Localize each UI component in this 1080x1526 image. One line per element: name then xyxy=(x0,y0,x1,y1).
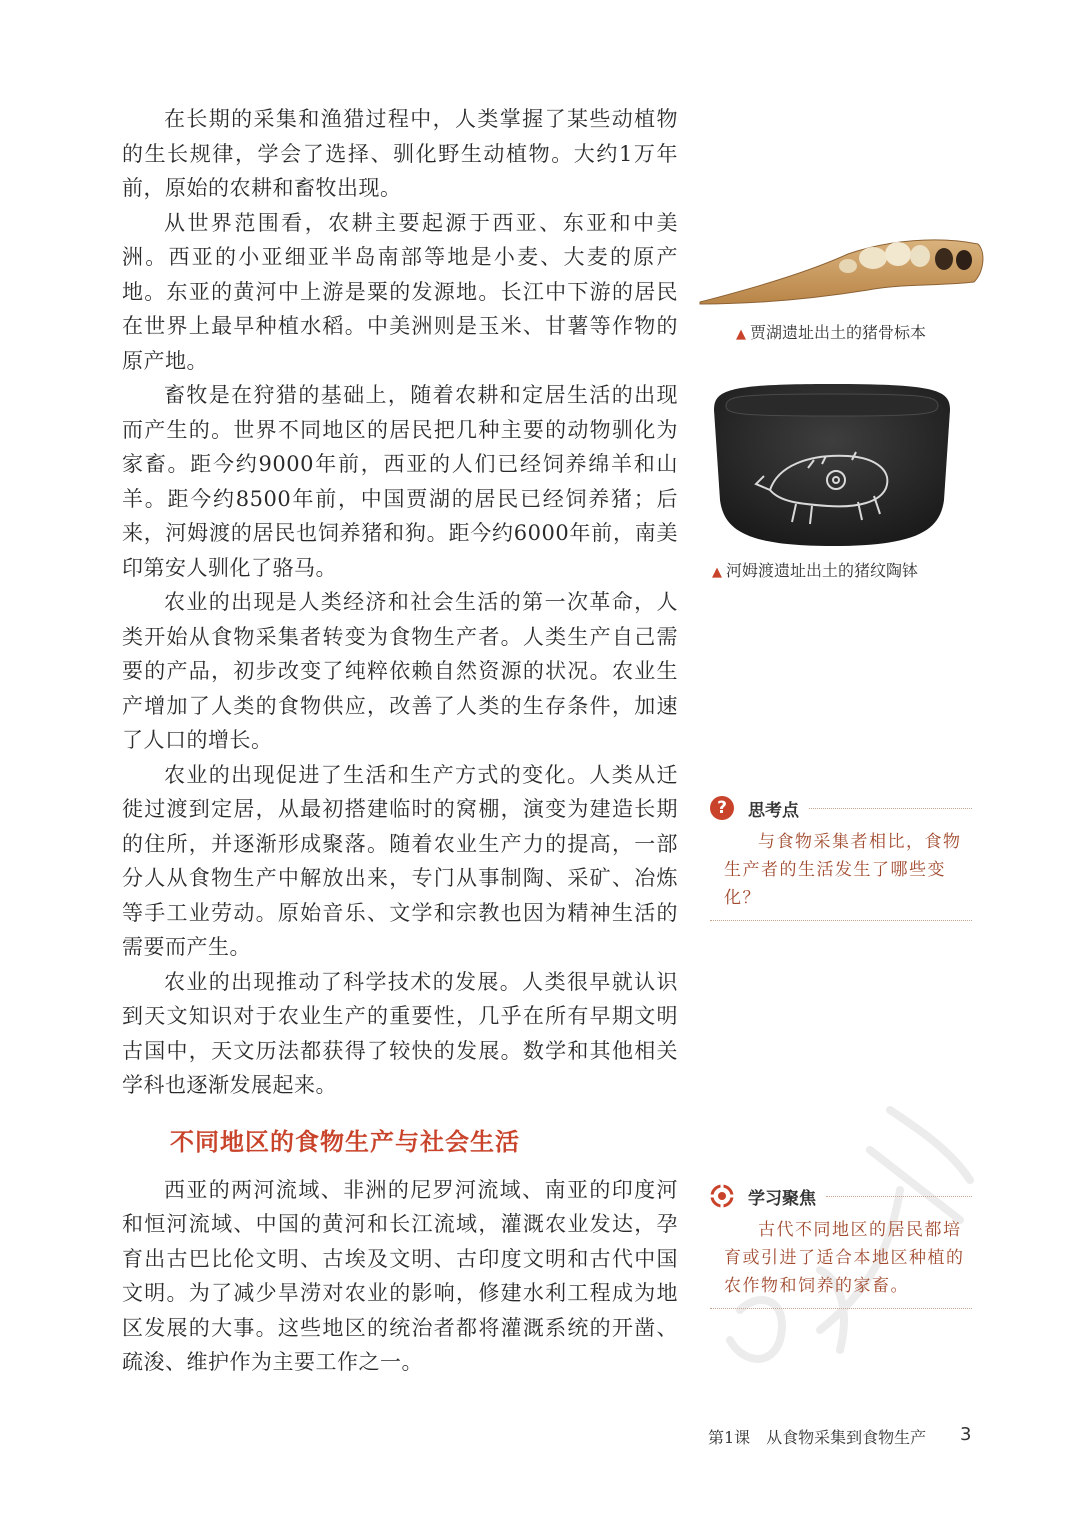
pottery-caption xyxy=(712,558,918,581)
section-heading: 不同地区的食物生产与社会生活 xyxy=(170,1127,520,1156)
caption-marker: ▲ xyxy=(736,327,746,342)
dotted-divider xyxy=(710,1308,972,1309)
page-number: 3 xyxy=(960,1424,972,1445)
learning-focus-header xyxy=(710,1182,972,1210)
learning-focus-box xyxy=(710,1182,972,1309)
question-icon: ? xyxy=(710,796,734,820)
caption-text: 贾湖遗址出土的猪骨标本 xyxy=(750,323,927,342)
body-paragraph: 畜牧是在狩猎的基础上，随着农耕和定居生活的出现而产生的。世界不同地区的居民把几种主要的动物驯化为家畜。距今约9000年前，西亚的人们已经饲养绵羊和山羊。距今约8500年前，中国贾湖的居民已经饲养猪；后来，河姆渡的居民也饲养猪和狗。距今约6000年前，南美印第安人驯化了骆马。 xyxy=(122,383,678,580)
body-paragraph: 在长期的采集和渔猎过程中，人类掌握了某些动植物的生长规律，学会了选择、驯化野生动植物。大约1万年前，原始的农耕和畜牧出现。 xyxy=(122,107,678,200)
think-point-title: 思考点 xyxy=(748,800,799,821)
learning-focus-title: 学习聚焦 xyxy=(748,1188,816,1209)
think-point-text: 与食物采集者相比，食物生产者的生活发生了哪些变化？ xyxy=(724,832,962,908)
caption-text: 河姆渡遗址出土的猪纹陶钵 xyxy=(726,561,919,580)
dotted-divider xyxy=(826,1196,972,1197)
pottery-bowl-image xyxy=(708,380,956,550)
think-point-box xyxy=(710,794,972,921)
main-text-column xyxy=(122,102,678,1380)
learning-focus-text: 古代不同地区的居民都培育或引进了适合本地区种植的农作物和饲养的家畜。 xyxy=(724,1220,965,1296)
pig-bone-image xyxy=(698,232,988,312)
body-paragraph: 从世界范围看，农耕主要起源于西亚、东亚和中美洲。西亚的小亚细亚半岛南部等地是小麦、大麦的原产地。东亚的黄河中上游是粟的发源地。长江中下游的居民在世界上最早种植水稻。中美洲则是玉米、甘薯等作物的原产地。 xyxy=(122,210,678,373)
pig-bone-caption xyxy=(736,320,926,343)
body-paragraph: 农业的出现推动了科学技术的发展。人类很早就认识到天文知识对于农业生产的重要性，几乎在所有早期文明古国中，天文历法都获得了较快的发展。数学和其他相关学科也逐渐发展起来。 xyxy=(122,969,678,1097)
chapter-footer: 第1课 从食物采集到食物生产 xyxy=(708,1428,927,1447)
section-paragraph: 西亚的两河流域、非洲的尼罗河流域、南亚的印度河和恒河流域、中国的黄河和长江流域，灌溉农业发达，孕育出古巴比伦文明、古埃及文明、古印度文明和古代中国文明。为了减少旱涝对农业的影响，修建水利工程成为地区发展的大事。这些地区的统治者都将灌溉系统的开凿、疏浚、维护作为主要工作之一。 xyxy=(122,1177,678,1374)
dotted-divider xyxy=(809,808,972,809)
dotted-divider xyxy=(710,920,972,921)
body-paragraph: 农业的出现促进了生活和生产方式的变化。人类从迁徙过渡到定居，从最初搭建临时的窝棚，演变为建造长期的住所，并逐渐形成聚落。随着农业生产力的提高，一部分人从食物生产中解放出来，专门从事制陶、采矿、冶炼等手工业劳动。原始音乐、文学和宗教也因为精神生活的需要而产生。 xyxy=(122,762,678,959)
focus-target-icon xyxy=(710,1184,734,1208)
think-point-header xyxy=(710,794,972,822)
body-paragraph: 农业的出现是人类经济和社会生活的第一次革命，人类开始从食物采集者转变为食物生产者。人类生产自己需要的产品，初步改变了纯粹依赖自然资源的状况。农业生产增加了人类的食物供应，改善了人类的生存条件，加速了人口的增长。 xyxy=(122,590,678,752)
caption-marker: ▲ xyxy=(712,565,722,580)
